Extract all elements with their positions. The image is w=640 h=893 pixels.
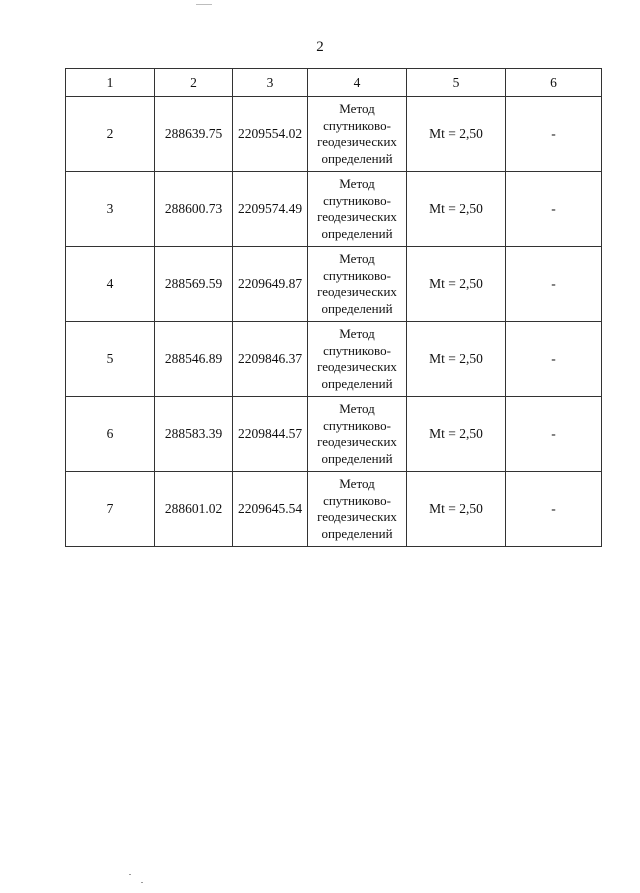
coordinate-x: 288639.75	[155, 97, 233, 172]
method-line: спутниково-	[323, 267, 391, 283]
coordinate-y: 2209554.02	[233, 97, 308, 172]
point-number: 6	[66, 397, 155, 472]
method-line: определений	[321, 300, 393, 316]
coordinate-x: 288569.59	[155, 247, 233, 322]
accuracy: Mt = 2,50	[407, 97, 506, 172]
table-row	[66, 247, 602, 322]
method-line: спутниково-	[323, 417, 391, 433]
method-line: Метод	[339, 101, 375, 116]
coordinate-y: 2209574.49	[233, 172, 308, 247]
coordinate-x: 288546.89	[155, 322, 233, 397]
method-cell	[308, 172, 407, 247]
scan-speck	[129, 874, 131, 875]
method-line: Метод	[339, 401, 375, 416]
method-line: геодезических	[317, 434, 397, 449]
point-number: 3	[66, 172, 155, 247]
method-line: геодезических	[317, 359, 397, 374]
coordinate-y: 2209649.87	[233, 247, 308, 322]
table-row	[66, 97, 602, 172]
accuracy: Mt = 2,50	[407, 472, 506, 547]
table-row	[66, 322, 602, 397]
note: -	[506, 247, 602, 322]
table-header-row	[66, 69, 602, 97]
method-line: определений	[321, 225, 393, 241]
note: -	[506, 97, 602, 172]
table-row	[66, 172, 602, 247]
method-line: определений	[321, 375, 393, 391]
note: -	[506, 172, 602, 247]
accuracy: Mt = 2,50	[407, 397, 506, 472]
method-line: геодезических	[317, 284, 397, 299]
method-line: спутниково-	[323, 492, 391, 508]
method-line: Метод	[339, 476, 375, 491]
page-number: 2	[316, 39, 324, 55]
note: -	[506, 322, 602, 397]
coordinate-y: 2209846.37	[233, 322, 308, 397]
method-line: геодезических	[317, 509, 397, 524]
method-line: определений	[321, 525, 393, 541]
column-header: 4	[308, 69, 407, 97]
method-cell	[308, 397, 407, 472]
method-line: Метод	[339, 251, 375, 266]
column-header: 6	[506, 69, 602, 97]
accuracy: Mt = 2,50	[407, 322, 506, 397]
method-cell	[308, 322, 407, 397]
method-cell	[308, 247, 407, 322]
table-row	[66, 397, 602, 472]
method-line: определений	[321, 450, 393, 466]
method-line: геодезических	[317, 134, 397, 149]
column-header: 5	[407, 69, 506, 97]
method-line: спутниково-	[323, 192, 391, 208]
accuracy: Mt = 2,50	[407, 172, 506, 247]
point-number: 5	[66, 322, 155, 397]
point-number: 2	[66, 97, 155, 172]
column-header: 1	[66, 69, 155, 97]
coordinate-y: 2209645.54	[233, 472, 308, 547]
note: -	[506, 397, 602, 472]
note: -	[506, 472, 602, 547]
scan-mark	[196, 4, 212, 5]
column-header: 2	[155, 69, 233, 97]
scan-speck	[141, 882, 143, 883]
coordinate-x: 288600.73	[155, 172, 233, 247]
coordinates-table	[65, 68, 602, 547]
coordinate-x: 288601.02	[155, 472, 233, 547]
method-line: определений	[321, 150, 393, 166]
column-header: 3	[233, 69, 308, 97]
point-number: 4	[66, 247, 155, 322]
coordinate-x: 288583.39	[155, 397, 233, 472]
accuracy: Mt = 2,50	[407, 247, 506, 322]
method-line: Метод	[339, 326, 375, 341]
method-cell	[308, 472, 407, 547]
point-number: 7	[66, 472, 155, 547]
method-line: спутниково-	[323, 117, 391, 133]
table-row	[66, 472, 602, 547]
method-line: спутниково-	[323, 342, 391, 358]
method-line: геодезических	[317, 209, 397, 224]
method-cell	[308, 97, 407, 172]
coordinate-y: 2209844.57	[233, 397, 308, 472]
method-line: Метод	[339, 176, 375, 191]
